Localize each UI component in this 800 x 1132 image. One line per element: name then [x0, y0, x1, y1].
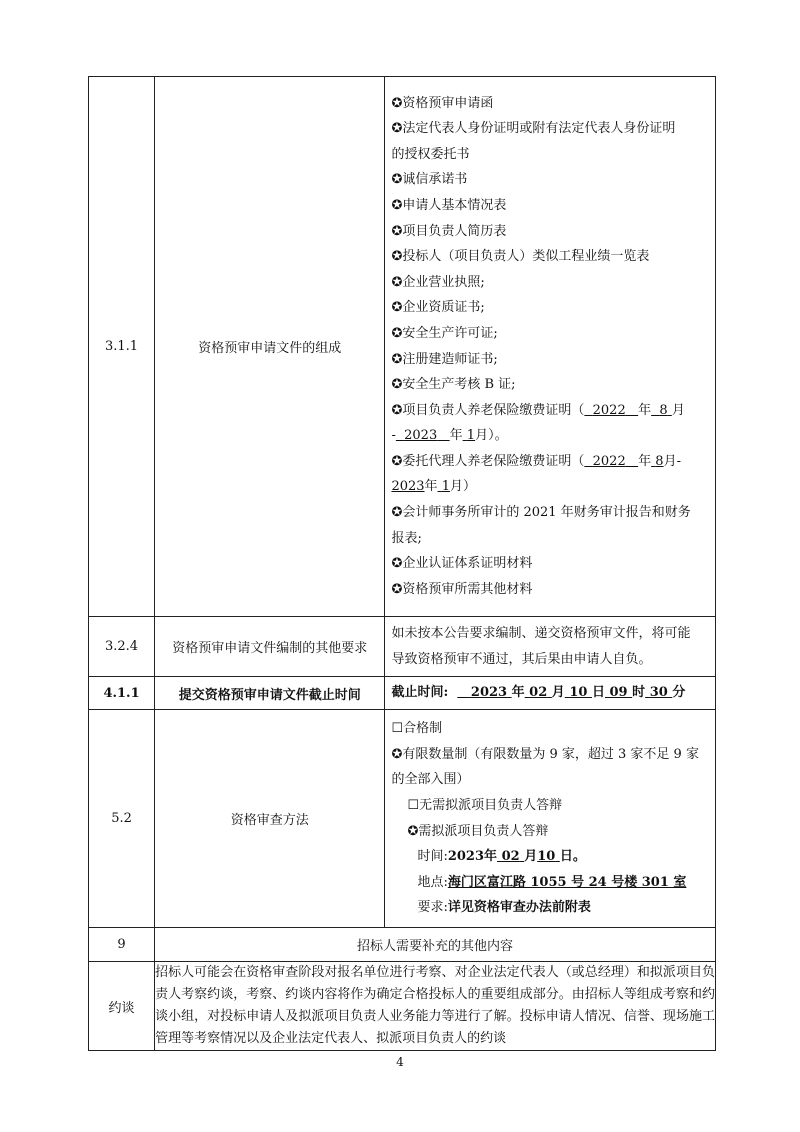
checkbox-option: ☐合格制	[391, 721, 443, 737]
pension-proof-agent-end	[391, 474, 710, 500]
start-year: 2022	[592, 402, 626, 418]
list-item: ✪会计师事务所审计的 2021 年财务审计报告和财务	[391, 505, 691, 521]
place-label: 地点:	[417, 874, 448, 890]
table-row	[89, 710, 716, 928]
interview-time: 时间:2023年 02 月10 日。	[417, 849, 586, 865]
list-item: ✪诚信承诺书	[391, 172, 468, 188]
table-row	[89, 617, 716, 677]
row-content	[385, 77, 716, 617]
month-text: 月	[671, 402, 685, 418]
row-number: 5.2	[89, 710, 155, 928]
row-number: 3.1.1	[89, 77, 155, 617]
page-number: 4	[396, 1055, 404, 1069]
deadline-label: 截止时间:	[391, 685, 449, 701]
list-item: ✪申请人基本情况表	[391, 197, 507, 213]
deadline-month: 02	[529, 685, 548, 701]
end-month: 1	[466, 428, 476, 444]
checkbox-option: ✪有限数量制（有限数量为 9 家，超过 3 家不足 9 家	[391, 746, 699, 762]
place-value: 海门区富江路 1055 号 24 号楼 301 室	[447, 874, 687, 890]
end-year: 2023	[391, 479, 425, 495]
requirement-value: 详见资格审查办法前附表	[447, 900, 591, 916]
interview-place	[391, 870, 710, 896]
dash-text: -	[391, 428, 396, 444]
table-row	[89, 677, 716, 710]
row-content	[385, 677, 716, 710]
end-year: 2023	[404, 428, 438, 444]
list-item: ✪资格预审申请函	[391, 95, 494, 111]
row-content	[385, 710, 716, 928]
end-month: 1	[441, 479, 450, 495]
list-item: ✪安全生产考核 B 证;	[391, 377, 516, 393]
month-text: 月）	[449, 479, 476, 495]
requirement-label: 要求:	[417, 900, 448, 916]
row-title: 资格预审申请文件的组成	[155, 77, 385, 617]
row-content	[385, 617, 716, 677]
start-month: 8	[659, 402, 668, 418]
interview-text: 招标人可能会在资格审查阶段对报名单位进行考察、对企业法定代表人（或总经理）和拟派项目负责人考察约谈，考察、约谈内容将作为确定合格投标人的重要组成部分。由招标人等组成考察和约谈小组，对投标申请人及拟派项目负责人业务能力等进行了解。投标申请人情况、信誉、现场施工管理等考察情况以及企业法定代表人、拟派项目负责人的约谈	[155, 962, 716, 1051]
pension-proof-manager	[391, 398, 710, 424]
start-year: 2022	[592, 453, 626, 469]
list-item: ✪投标人（项目负责人）类似工程业绩一览表	[391, 249, 650, 265]
list-item: ✪法定代表人身份证明或附有法定代表人身份证明	[391, 121, 676, 137]
list-item: ✪企业认证体系证明材料	[391, 556, 533, 572]
month-text: 月-	[663, 453, 681, 469]
list-item: ✪企业营业执照;	[391, 274, 485, 290]
checkbox-option: ☐无需拟派项目负责人答辩	[407, 797, 563, 813]
list-item: ✪企业资质证书;	[391, 300, 485, 316]
deadline-minute: 30	[649, 685, 668, 701]
content-line: 导致资格预审不通过，其后果由申请人自负。	[391, 651, 652, 667]
content-line: 如未按本公告要求编制、递交资格预审文件，将可能	[391, 625, 691, 641]
list-item: ✪安全生产许可证;	[391, 325, 498, 341]
pension-prefix: ✪项目负责人养老保险缴费证明（	[391, 402, 585, 418]
deadline-year: 2023	[470, 685, 508, 701]
list-item: ✪项目负责人简历表	[391, 223, 507, 239]
row-number: 9	[89, 928, 155, 962]
list-item: 报表;	[391, 530, 422, 546]
list-item: ✪资格预审所需其他材料	[391, 581, 533, 597]
deadline-hour: 09	[609, 685, 628, 701]
year-text: 年	[449, 428, 463, 444]
start-month: 8	[655, 453, 664, 469]
time-label: 时间:	[417, 849, 448, 865]
year-text: 年	[638, 453, 652, 469]
row-title: 资格预审申请文件编制的其他要求	[155, 617, 385, 677]
table-row	[89, 928, 716, 962]
list-item: ✪注册建造师证书;	[391, 351, 498, 367]
deadline-day: 10	[569, 685, 588, 701]
interview-requirement	[391, 895, 710, 921]
year-text: 年	[638, 402, 652, 418]
row-title: 资格审查方法	[155, 710, 385, 928]
month-text: 月）。	[475, 428, 508, 444]
table-row	[89, 962, 716, 1051]
row-title: 提交资格预审申请文件截止时间	[155, 677, 385, 710]
row-number: 3.2.4	[89, 617, 155, 677]
requirements-table	[88, 76, 716, 1051]
pension-prefix: ✪委托代理人养老保险缴费证明（	[391, 453, 585, 469]
row-number: 4.1.1	[89, 677, 155, 710]
list-item: 的授权委托书	[391, 146, 470, 162]
pension-proof-agent	[391, 449, 710, 475]
table-row	[89, 77, 716, 617]
year-text: 年	[424, 479, 438, 495]
checkbox-option-cont: 的全部入围）	[391, 772, 470, 788]
row-title: 招标人需要补充的其他内容	[155, 928, 716, 962]
pension-proof-manager-end	[391, 423, 710, 449]
checkbox-option: ✪需拟派项目负责人答辩	[407, 823, 549, 839]
row-label: 约谈	[89, 962, 155, 1051]
deadline-line: 截止时间: 2023 年 02 月 10 日 09 时 30 分	[391, 685, 686, 701]
